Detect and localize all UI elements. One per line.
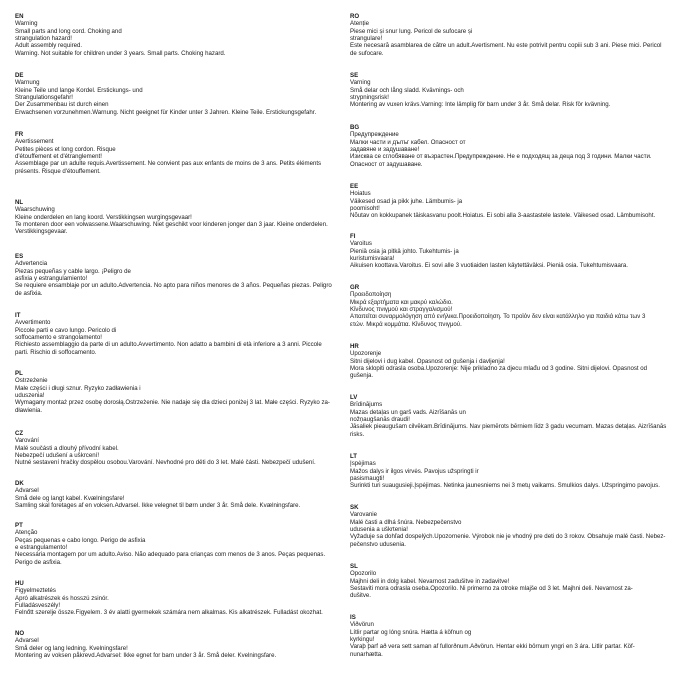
warning-line: Te monteren door een volwassene.Waarschuwing. Niet geschikt voor kinderen jonger dan 3 jaar. Kleine onderdelen. xyxy=(15,221,328,229)
warning-block-fi xyxy=(350,233,628,270)
warning-line: Małe części i długi sznur. Ryzyko zadławienia i xyxy=(15,384,141,392)
warning-line: Erwachsenen vorzunehmen.Warnung. Nicht geeignet für Kinder unter 3 Jahren. Kleine Teile. Erstickungsgefahr. xyxy=(15,108,317,116)
warning-line: Montering av vuxen krävs.Varning: Inte lämplig för barn under 3 år. Små delar. Risk för kvävning. xyxy=(350,101,611,109)
warning-block-pt xyxy=(15,522,325,566)
warning-line: Απαιτείται συναρμολόγηση από ενήλικα.Προειδοποίηση. Το προϊόν δεν είναι κατάλληλο για παιδιά κάτω των 3 xyxy=(350,313,646,321)
warning-block-no xyxy=(15,630,276,659)
warning-line: Mažos dalys ir ilgos virvės. Pavojus užspringti ir xyxy=(350,467,479,475)
warning-line: Pieniä osia ja pitkä johto. Tukehtumis- ja xyxy=(350,247,459,255)
warning-line: Felnőtt szerelje össze.Figyelem. 3 év alatti gyermekek számára nem alkalmas. Kis alkatrészek. Fulladást okozhat. xyxy=(15,609,323,617)
warning-block-en xyxy=(15,13,225,57)
warning-line: Atenție xyxy=(350,20,369,28)
warning-line: de asfixia. xyxy=(15,289,43,297)
warning-line: Ostrzeżenie xyxy=(15,377,48,385)
warning-block-it xyxy=(15,312,322,356)
warning-line: Įspėjimas xyxy=(350,460,376,468)
warning-line: e estrangulamento! xyxy=(15,544,68,552)
language-code: GR xyxy=(350,284,360,291)
warning-line: Kleine Teile und lange Kordel. Erstickungs- und xyxy=(15,86,143,94)
warning-line: dušitve. xyxy=(350,592,372,600)
language-code: DE xyxy=(15,72,24,79)
warning-line: Richiesto assemblaggio da parte di un adulto.Avvertimento. Non adatto a bambini di età inferiore a 3 anni. Piccole xyxy=(15,341,322,349)
warning-block-hr xyxy=(350,343,647,380)
warning-line: Upozorenje xyxy=(350,350,382,358)
warning-line: Väikesed osad ja pikk juhe. Lämbumis- ja xyxy=(350,197,463,205)
language-code: EN xyxy=(15,13,24,20)
warning-line: Figyelmeztetés xyxy=(15,587,56,595)
language-code: ES xyxy=(15,253,24,260)
warning-line: Sestaviti mora odrasla oseba.Opozorilo. Ni primerno za otroke mlajše od 3 let. Majhni deli. Nevarnost za- xyxy=(350,585,633,593)
warning-line: Lítlir partar og lóng snúra. Hætta á köfnun og xyxy=(350,628,472,636)
warning-line: uduszenia! xyxy=(15,392,45,400)
warning-line: Samling skal foretages af en voksen.Advarsel. Ikke velegnet til børn under 3 år. Små dele. Kvælningsfare. xyxy=(15,502,301,510)
warning-line: présents. Risque d'étouffement. xyxy=(15,167,101,175)
warning-line: Mora sklopiti odrasla osoba.Upozorenje: Nije prikladno za djecu mlađu od 3 godine. Sitni dijelovi. Opasnost od xyxy=(350,365,648,373)
warning-line: kyrkingu! xyxy=(350,636,375,644)
warning-line: Nebezpečí udušení a uškrcení! xyxy=(15,452,100,460)
warning-line: Avvertimento xyxy=(15,319,51,327)
language-code: LT xyxy=(350,453,357,460)
warning-line: задавяне и задушаване! xyxy=(350,146,420,154)
warning-line: Perigo de asfixia. xyxy=(15,558,62,566)
warning-line: Kleine onderdelen en lang koord. Verstikkingsen wurgingsgevaar! xyxy=(15,213,192,221)
warning-block-pl xyxy=(15,370,330,414)
warning-line: parti. Rischio di soffocamento. xyxy=(15,348,97,356)
warning-line: de sufocare. xyxy=(350,49,384,57)
warning-line: Varning xyxy=(350,79,371,87)
warning-line: Peças pequenas e cabo longo. Perigo de asfixia xyxy=(15,536,146,544)
warning-line: Adult assembly required. xyxy=(15,42,83,50)
warning-line: Verstikkingsgevaar. xyxy=(15,228,68,236)
warning-line: Advarsel xyxy=(15,637,39,645)
warning-line: poomisoht! xyxy=(350,205,380,213)
warning-line: Advertencia xyxy=(15,260,48,268)
warning-block-se xyxy=(350,72,610,109)
warning-line: Varaþ þarf að vera sett saman af fullorðnum.Aðvörun. Hentar ekki börnum yngri en 3 ára. Litlir partar. Köf- xyxy=(350,643,635,651)
language-code: PT xyxy=(15,522,23,529)
language-code: IS xyxy=(350,614,356,621)
warning-block-bg xyxy=(350,124,652,168)
language-code: IT xyxy=(15,312,21,319)
warning-line: Sitni dijelovi i dug kabel. Opasnost od gušenja i davljenja! xyxy=(350,357,505,365)
warning-line: Предупреждение xyxy=(350,131,399,139)
warning-block-is xyxy=(350,614,635,658)
warning-line: Piezas pequeñas y cable largo. ¡Peligro de xyxy=(15,267,131,275)
warning-line: Petites pièces et long cordon. Risque xyxy=(15,145,116,153)
warning-block-gr xyxy=(350,284,645,328)
warning-block-sk xyxy=(350,504,665,548)
warning-line: Waarschuwing xyxy=(15,206,55,214)
warning-line: Nutné sestavení hračky dospělou osobou.Varování. Nevhodné pro děti do 3 let. Malé části. Nebezpečí udušení. xyxy=(15,459,316,467)
warning-line: Nõutav on kokkupanek täiskasvanu poolt.Hoiatus. Ei sobi alla 3-aastastele lastele. Väikesed osad. Lämbumisoht. xyxy=(350,212,656,220)
language-code: NO xyxy=(15,630,25,637)
warning-line: Vyžaduje sa dohľad dospelých.Upozornenie. Výrobok nie je vhodný pre deti do 3 rokov. Obsahuje malé časti. Nebez- xyxy=(350,533,666,541)
warning-line: Atenção xyxy=(15,529,38,537)
warning-line: Avertissement xyxy=(15,138,54,146)
warning-line: Varoitus xyxy=(350,240,372,248)
warning-line: Warning xyxy=(15,20,38,28)
warning-line: pečenstvo udusenia. xyxy=(350,540,406,548)
warning-line: nožņaugšanās draudi! xyxy=(350,416,410,424)
warning-line: Se requiere ensamblaje por un adulto.Advertencia. No apto para niños menores de 3 años. Pequeñas piezas. Peligro xyxy=(15,282,332,290)
warning-line: Aikuisen koottava.Varoitus. Ei sovi alle 3 vuotiaiden lasten käytettäväksi. Pieniä osia. Tukehtumisvaara. xyxy=(350,262,628,270)
language-code: NL xyxy=(15,199,24,206)
warning-line: Majhni deli in dolg kabel. Nevarnost zadušitve in zadavitve! xyxy=(350,577,510,585)
language-code: PL xyxy=(15,370,23,377)
warning-line: Μικρά εξαρτήματα και μακρύ καλώδιο. xyxy=(350,298,453,306)
warning-block-nl xyxy=(15,199,328,236)
warning-line: dławienia. xyxy=(15,406,43,414)
warning-line: Opozorilo xyxy=(350,570,377,578)
warning-line: Προειδοποίηση xyxy=(350,291,392,299)
language-code: SE xyxy=(350,72,359,79)
warning-line: Små dele og langt kabel. Kvælningsfare! xyxy=(15,494,125,502)
warning-line: Advarsel xyxy=(15,487,39,495)
language-code: DK xyxy=(15,480,24,487)
warning-line: risks. xyxy=(350,430,365,438)
warning-block-ee xyxy=(350,183,655,220)
warning-line: Mazas detaļas un garš vads. Aizrīšanās un xyxy=(350,408,466,416)
warning-line: Varování xyxy=(15,437,39,445)
warning-line: Hoiatus xyxy=(350,190,371,198)
warning-line: strypningsrisk! xyxy=(350,94,389,102)
warning-block-hu xyxy=(15,580,323,617)
warning-block-cz xyxy=(15,430,316,467)
warning-line: Brīdinājums xyxy=(350,401,383,409)
warning-line: Warnung xyxy=(15,79,40,87)
warning-line: Изисква се сглобяване от възрастен.Предупреждение. Не е подходящ за деца под 3 години. Малки части. xyxy=(350,153,652,161)
warning-line: Small parts and long cord. Choking and xyxy=(15,27,122,35)
warning-line: ετών. Μικρά κομμάτια. Κίνδυνος πνιγμού. xyxy=(350,320,462,328)
warning-line: strangulare! xyxy=(350,35,383,43)
language-code: SL xyxy=(350,563,358,570)
warning-line: Der Zusammenbau ist durch einen xyxy=(15,101,109,109)
language-code: EE xyxy=(350,183,359,190)
language-code: HU xyxy=(15,580,24,587)
warning-line: Necessária montagem por um adulto.Aviso. Não adequado para crianças com menos de 3 anos. Peças pequenas. xyxy=(15,551,326,559)
warning-line: Piese mici și snur lung. Pericol de sufocare și xyxy=(350,27,473,35)
warning-line: nunarhætta. xyxy=(350,650,383,658)
warning-line: Κίνδυνος πνιγμού και στραγγαλισμού! xyxy=(350,306,453,314)
warning-block-dk xyxy=(15,480,300,509)
warning-line: pasismaugti! xyxy=(350,475,385,483)
warning-block-fr xyxy=(15,131,321,175)
warning-block-lt xyxy=(350,453,660,490)
warning-line: Montering av voksen påkrevd.Advarsel: Ikke egnet for barn under 3 år. Små deler. Kvelningsfare. xyxy=(15,652,277,660)
warning-line: strangulation hazard! xyxy=(15,35,72,43)
warning-block-lv xyxy=(350,394,666,438)
warning-block-de xyxy=(15,72,316,116)
warning-line: kuristumisvaara! xyxy=(350,255,395,263)
language-code: HR xyxy=(350,343,359,350)
warning-line: gušenja. xyxy=(350,372,374,380)
language-code: LV xyxy=(350,394,358,401)
warning-line: udusenia a uškrtenia! xyxy=(350,526,408,534)
warning-line: Warning. Not suitable for children under 3 years. Small parts. Choking hazard. xyxy=(15,49,226,57)
warning-block-sl xyxy=(350,563,633,600)
warning-line: Wymagany montaż przez osobę dorosłą.Ostrzeżenie. Nie nadaje się dla dzieci poniżej 3 lat. Małe części. Ryzyko za- xyxy=(15,399,330,407)
warning-block-ro xyxy=(350,13,662,57)
warning-line: Små delar och lång sladd. Kvävnings- och xyxy=(350,86,464,94)
warning-line: Assemblage par un adulte requis.Avertissement. Ne convient pas aux enfants de moins de 3 ans. Petits éléments xyxy=(15,160,322,168)
warning-line: Surinkti turi suaugusieji.Įspėjimas. Netinka jaunesniems nei 3 metų vaikams. Smulkios dalys. Užspringimo pavojus. xyxy=(350,482,660,490)
warning-line: asfixia y estrangulamiento! xyxy=(15,275,88,283)
language-code: BG xyxy=(350,124,360,131)
language-code: FI xyxy=(350,233,356,240)
warning-line: d'étouffement et d'étranglement! xyxy=(15,153,102,161)
warning-line: Fulladásveszély! xyxy=(15,602,61,610)
warning-line: Strangulationsgefahr! xyxy=(15,94,73,102)
warning-line: soffocamento e strangolamento! xyxy=(15,334,102,342)
warning-line: Apró alkatrészek és hosszú zsinór. xyxy=(15,594,109,602)
warning-line: Varovanie xyxy=(350,511,377,519)
warning-line: Малки части и дълъг кабел. Опасност от xyxy=(350,138,466,146)
language-code: RO xyxy=(350,13,360,20)
language-code: FR xyxy=(15,131,24,138)
warning-line: Este necesară asamblarea de către un adult.Avertisment. Nu este potrivit pentru copiii sub 3 ani. Piese mici. Pericol xyxy=(350,42,662,50)
warning-line: Jāsaliek pieaugušam cilvēkam.Brīdinājums. Nav piemērots bērniem līdz 3 gadu vecumam. Mazas detaļas. Aizrīšanās xyxy=(350,423,667,431)
warning-line: Опасност от задушаване. xyxy=(350,160,423,168)
language-code: CZ xyxy=(15,430,24,437)
warning-line: Små deler og lang ledning. Kvelningsfare! xyxy=(15,644,128,652)
language-code: SK xyxy=(350,504,359,511)
warning-line: Malé časti a dlhá šnúra. Nebezpečenstvo xyxy=(350,518,462,526)
warning-line: Piccole parti e cavo lungo. Pericolo di xyxy=(15,326,117,334)
warning-block-es xyxy=(15,253,332,297)
warning-line: Viðvörun xyxy=(350,621,374,629)
warning-line: Malé součásti a dlouhý přívodní kabel. xyxy=(15,444,119,452)
